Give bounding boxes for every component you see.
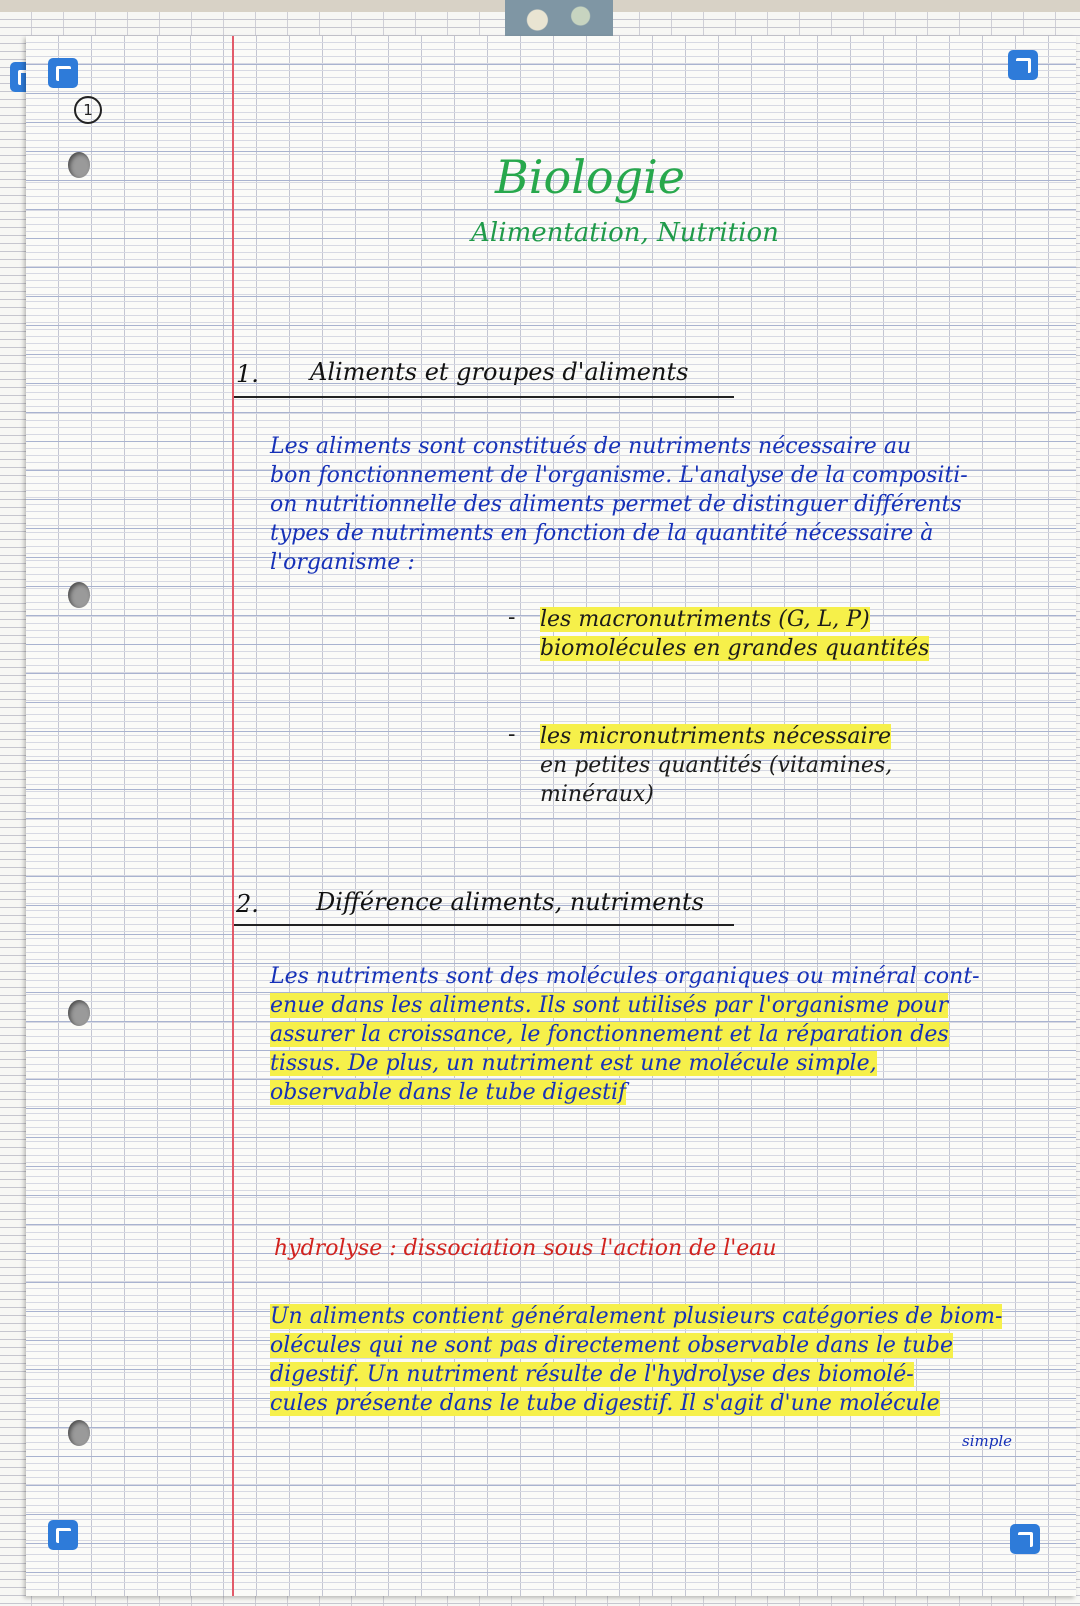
- text-line: types de nutriments en fonction de la quantité nécessaire à: [270, 521, 934, 546]
- highlight: les micronutriments nécessaire: [540, 724, 892, 749]
- highlight: Un aliments contient généralement plusieurs catégories de biom-: [270, 1304, 1003, 1329]
- text-line: l'organisme :: [270, 550, 415, 575]
- highlight: olécules qui ne sont pas directement observable dans le tube: [270, 1333, 953, 1358]
- tab-marker-icon: [48, 1520, 78, 1550]
- section2-number: 2.: [236, 890, 259, 918]
- text-line: Les nutriments sont des molécules organiques ou minéral cont-: [270, 964, 980, 989]
- text-line: on nutritionnelle des aliments permet de distinguer différents: [270, 492, 962, 517]
- punch-hole: [68, 582, 90, 608]
- macronutrients-item: [540, 605, 929, 663]
- punch-hole: [68, 1420, 90, 1446]
- hydrolysis-definition: hydrolyse : dissociation sous l'action de l'eau: [274, 1236, 777, 1261]
- highlight: enue dans les aliments. Ils sont utilisés par l'organisme pour: [270, 993, 949, 1018]
- margin-note: simple: [962, 1432, 1012, 1450]
- highlight: observable dans le tube digestif: [270, 1080, 627, 1105]
- highlight: digestif. Un nutriment résulte de l'hydrolyse des biomolé-: [270, 1362, 914, 1387]
- section1-paragraph: [270, 432, 968, 577]
- highlight: cules présente dans le tube digestif. Il s'agit d'une molécule: [270, 1391, 940, 1416]
- section2-underline: [234, 924, 734, 926]
- page-title: Biologie: [495, 150, 685, 204]
- section1-number: 1.: [236, 360, 259, 388]
- highlight: les macronutriments (G, L, P): [540, 607, 870, 632]
- highlight: biomolécules en grandes quantités: [540, 636, 930, 661]
- text-line: en petites quantités (vitamines,: [540, 753, 893, 778]
- tab-marker-icon: [1008, 50, 1038, 80]
- fabric-background: [505, 0, 613, 40]
- section2-paragraph2: [270, 1302, 1002, 1418]
- text-line: minéraux): [540, 782, 654, 807]
- list-dash: -: [508, 605, 516, 630]
- section1-heading: Aliments et groupes d'aliments: [310, 358, 689, 386]
- section1-underline: [234, 396, 734, 398]
- list-dash: -: [508, 722, 516, 747]
- text-line: Les aliments sont constitués de nutriments nécessaire au: [270, 434, 912, 459]
- tab-marker-icon: [48, 58, 78, 88]
- page-number-marker: 1: [74, 96, 102, 124]
- punch-hole: [68, 1000, 90, 1026]
- text-line: bon fonctionnement de l'organisme. L'analyse de la compositi-: [270, 463, 968, 488]
- punch-hole: [68, 152, 90, 178]
- highlight: assurer la croissance, le fonctionnement et la réparation des: [270, 1022, 949, 1047]
- tab-marker-icon: [1010, 1524, 1040, 1554]
- highlight: tissus. De plus, un nutriment est une molécule simple,: [270, 1051, 877, 1076]
- section2-paragraph1: [270, 962, 980, 1107]
- section2-heading: Différence aliments, nutriments: [316, 888, 704, 916]
- micronutrients-item: [540, 722, 892, 809]
- page-subtitle: Alimentation, Nutrition: [471, 218, 779, 248]
